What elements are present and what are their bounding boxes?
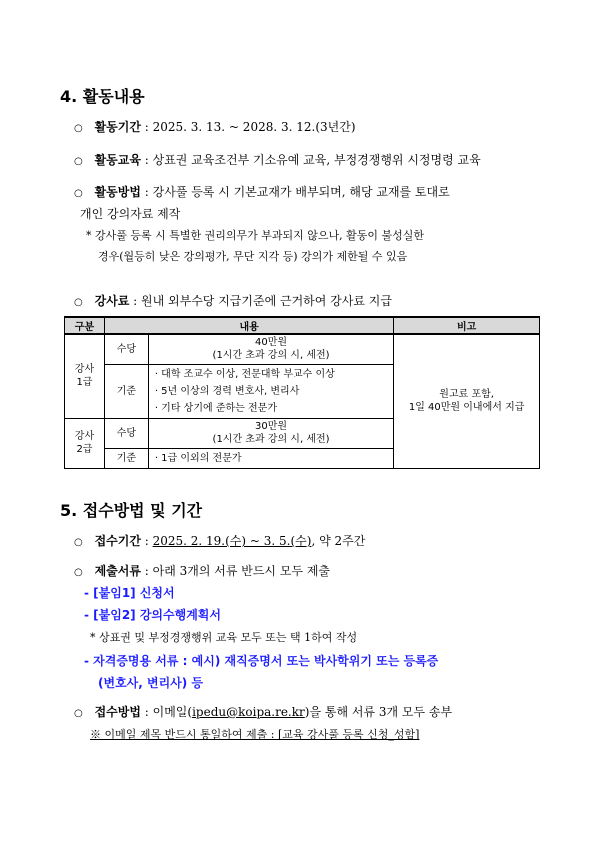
separator: : xyxy=(140,705,153,719)
grade-label-line: 강사 xyxy=(74,364,95,376)
method-text-post: )을 통해 서류 3개 모두 송부 xyxy=(304,705,453,719)
allowance-amount: 30만원 xyxy=(255,421,288,432)
remark-cell xyxy=(394,334,540,468)
criteria-item: · 1급 이외의 전문가 xyxy=(154,452,242,464)
bullet-icon: ○ xyxy=(74,567,83,578)
grade-label-line: 2급 xyxy=(76,444,93,455)
allowance-label: 수당 xyxy=(104,418,148,448)
method-text-pre: 이메일( xyxy=(152,705,193,719)
application-method-label: 접수방법 xyxy=(94,705,141,719)
grade-1-label xyxy=(65,334,105,418)
header-category: 구분 xyxy=(65,317,105,334)
application-method xyxy=(74,703,452,720)
bullet-icon: ○ xyxy=(74,123,83,134)
activity-period-label: 활동기간 xyxy=(94,120,141,134)
activity-method-value: 강사풀 등록 시 기본교재가 배부되며, 해당 교재를 토대로 xyxy=(152,185,450,199)
activity-note-1: * 강사풀 등록 시 특별한 권리의무가 부과되지 않으나, 활동이 불성실한 xyxy=(86,229,424,242)
criteria-list xyxy=(148,364,393,418)
lecture-fee-label: 강사료 xyxy=(94,294,130,308)
bullet-icon: ○ xyxy=(74,708,83,719)
remark-line: 1일 40만원 이내에서 지급 xyxy=(408,402,525,414)
required-docs-label: 제출서류 xyxy=(94,564,141,578)
header-content: 내용 xyxy=(104,317,393,334)
activity-education xyxy=(74,151,481,168)
activity-period-value: 2025. 3. 13. ~ 2028. 3. 12.(3년간) xyxy=(152,120,356,134)
certificate-docs-2: (변호사, 변리사) 등 xyxy=(98,676,204,690)
required-docs-value: 아래 3개의 서류 반드시 모두 제출 xyxy=(152,564,331,578)
attachment-1: - [붙임1] 신청서 xyxy=(84,586,175,600)
application-period-suffix: , 약 2주간 xyxy=(311,534,366,548)
bullet-icon: ○ xyxy=(74,297,83,308)
separator: : xyxy=(140,564,153,578)
application-period-label: 접수기간 xyxy=(94,534,141,548)
certificate-docs-1: - 자격증명용 서류 : 예시) 재직증명서 또는 박사학위기 또는 등록증 xyxy=(84,654,439,668)
bullet-icon: ○ xyxy=(74,188,83,199)
table-row xyxy=(65,334,540,364)
application-period-value: 2025. 2. 19.(수) ~ 3. 5.(수) xyxy=(152,534,312,548)
allowance-value xyxy=(148,418,393,448)
criteria-item: · 기타 상기에 준하는 전문가 xyxy=(154,402,277,414)
attachment-note: * 상표권 및 부정경쟁행위 교육 모두 또는 택 1하여 작성 xyxy=(90,631,358,644)
criteria-label: 기준 xyxy=(104,448,148,468)
bullet-icon: ○ xyxy=(74,537,83,548)
grade-label-line: 강사 xyxy=(74,431,95,442)
section-5-title: 5. 접수방법 및 기간 xyxy=(60,501,203,520)
header-remark: 비고 xyxy=(394,317,540,334)
separator: : xyxy=(140,153,153,167)
allowance-label: 수당 xyxy=(104,334,148,364)
separator: : xyxy=(129,294,142,308)
email-subject-note: ※ 이메일 제목 반드시 통일하여 제출 : [교육 강사풀 등록 신청_성함] xyxy=(90,728,420,741)
required-docs xyxy=(74,562,330,579)
separator: : xyxy=(140,185,153,199)
activity-education-label: 활동교육 xyxy=(94,153,141,167)
attachment-2: - [붙임2] 강의수행계획서 xyxy=(84,608,221,622)
section-4-title: 4. 활동내용 xyxy=(60,87,145,106)
criteria-list xyxy=(148,448,393,468)
allowance-amount: 40만원 xyxy=(255,337,288,349)
table-header-row xyxy=(65,317,540,334)
activity-note-2: 경우(월등히 낮은 강의평가, 무단 지각 등) 강의가 제한될 수 있음 xyxy=(98,250,408,263)
allowance-condition: (1시간 초과 강의 시, 세전) xyxy=(212,434,330,445)
activity-education-value: 상표권 교육조건부 기소유예 교육, 부정경쟁행위 시정명령 교육 xyxy=(152,153,481,167)
lecture-fee xyxy=(74,292,392,309)
grade-label-line: 1급 xyxy=(76,377,93,389)
fee-table xyxy=(64,316,540,469)
activity-method-cont: 개인 강의자료 제작 xyxy=(80,207,181,221)
application-period xyxy=(74,532,365,549)
allowance-value xyxy=(148,334,393,364)
separator: : xyxy=(140,120,153,134)
separator: : xyxy=(140,534,153,548)
bullet-icon: ○ xyxy=(74,156,83,167)
lecture-fee-value: 원내 외부수당 지급기준에 근거하여 강사료 지급 xyxy=(141,294,392,308)
criteria-label: 기준 xyxy=(104,364,148,418)
remark-line: 원고료 포함, xyxy=(439,389,494,401)
activity-method xyxy=(74,183,450,200)
email-link[interactable]: ipedu@koipa.re.kr xyxy=(192,705,305,719)
grade-2-label xyxy=(65,418,105,468)
activity-period xyxy=(74,118,356,135)
criteria-item: · 대학 조교수 이상, 전문대학 부교수 이상 xyxy=(154,368,335,380)
activity-method-label: 활동방법 xyxy=(94,185,141,199)
allowance-condition: (1시간 초과 강의 시, 세전) xyxy=(212,350,330,362)
criteria-item: · 5년 이상의 경력 변호사, 변리사 xyxy=(154,385,300,397)
